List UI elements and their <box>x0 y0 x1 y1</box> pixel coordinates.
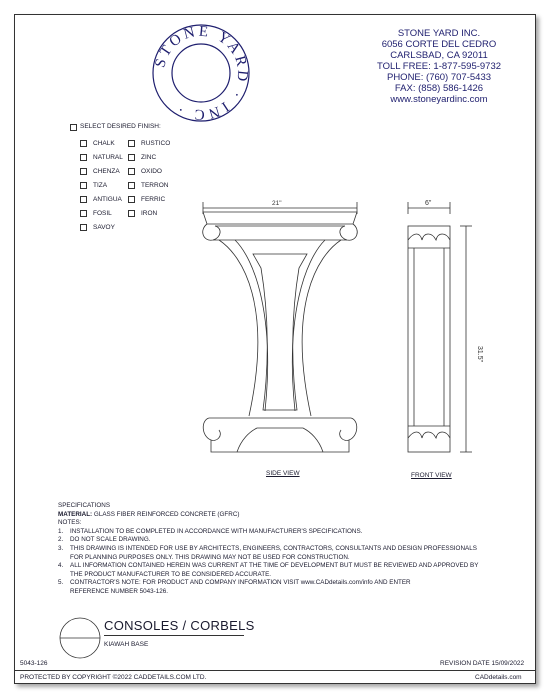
company-address-2: CARLSBAD, CA 92011 <box>390 50 488 61</box>
checkbox[interactable] <box>128 168 135 175</box>
finish-label: ZINC <box>141 154 157 161</box>
drawing-title: CONSOLES / CORBELS <box>104 618 255 633</box>
finish-label: TIZA <box>93 182 108 189</box>
finish-header-checkbox[interactable] <box>70 124 77 131</box>
finish-label: CHENZA <box>93 168 120 175</box>
finish-label: SAVOY <box>93 224 115 231</box>
finish-label: CHALK <box>93 140 115 147</box>
checkbox[interactable] <box>80 196 87 203</box>
finish-option-savoy[interactable] <box>80 224 115 231</box>
checkbox[interactable] <box>128 182 135 189</box>
checkbox[interactable] <box>128 140 135 147</box>
specifications-block <box>58 502 508 597</box>
finish-option-fosil[interactable] <box>80 210 112 217</box>
finish-title: SELECT DESIRED FINISH: <box>80 123 161 130</box>
checkbox[interactable] <box>80 140 87 147</box>
note-text: CONTRACTOR'S NOTE: FOR PRODUCT AND COMPANY INFORMATION VISIT www.CADdetails.com/info AND ENTER <box>70 579 411 587</box>
note-number <box>58 571 70 580</box>
front-view-label: FRONT VIEW <box>411 472 452 479</box>
note-number: 1. <box>58 527 64 535</box>
finish-option-antigua[interactable] <box>80 196 122 203</box>
company-fax: FAX: (858) 586-1426 <box>394 83 484 94</box>
notes-heading: NOTES: <box>58 519 82 527</box>
company-website[interactable]: www.stoneyardinc.com <box>390 94 488 105</box>
finish-option-chalk[interactable] <box>80 140 115 147</box>
note-line <box>58 528 508 537</box>
front-width-dim: 6" <box>425 200 432 207</box>
finish-label: NATURAL <box>93 154 123 161</box>
material-label: MATERIAL: <box>58 510 93 518</box>
note-line <box>58 545 508 554</box>
finish-label: TERRON <box>141 182 169 189</box>
height-dim: 31.5" <box>476 346 483 363</box>
finish-label: FERRIC <box>141 196 166 203</box>
title-underline <box>104 635 244 636</box>
note-number: 5. <box>58 579 64 587</box>
finish-label: RUSTICO <box>141 140 171 147</box>
finish-label: OXIDO <box>141 168 162 175</box>
finish-option-ferric[interactable] <box>128 196 165 203</box>
side-view-label: SIDE VIEW <box>266 470 300 477</box>
caddetails-link[interactable]: CADdetails.com <box>475 674 522 681</box>
side-width-dim: 21" <box>272 200 282 207</box>
company-address-1: 6056 CORTE DEL CEDRO <box>381 39 497 50</box>
specs-heading: SPECIFICATIONS <box>58 502 111 509</box>
material-line <box>58 511 508 520</box>
finish-option-terron[interactable] <box>128 182 168 189</box>
checkbox[interactable] <box>80 168 87 175</box>
checkbox[interactable] <box>128 210 135 217</box>
finish-option-tiza[interactable] <box>80 182 107 189</box>
company-toll-free: TOLL FREE: 1-877-595-9732 <box>376 61 502 72</box>
finish-option-oxido[interactable] <box>128 168 162 175</box>
note-text: THIS DRAWING IS INTENDED FOR USE BY ARCHITECTS, ENGINEERS, CONTRACTORS, CONSULTANTS AND DESIGN PROFESSIONALS <box>70 544 477 552</box>
company-info <box>350 28 528 105</box>
checkbox[interactable] <box>128 196 135 203</box>
note-text: REFERENCE NUMBER 5043-126. <box>70 587 168 595</box>
company-name: STONE YARD INC. <box>397 28 481 39</box>
finish-option-zinc[interactable] <box>128 154 156 161</box>
finish-option-rustico[interactable] <box>128 140 170 147</box>
note-text: ALL INFORMATION CONTAINED HEREIN WAS CURRENT AT THE TIME OF DEVELOPMENT BUT MUST BE REVIEWED AND APPROVED BY <box>70 562 479 570</box>
company-phone: PHONE: (760) 707-5433 <box>386 72 492 83</box>
footer-divider <box>14 670 536 671</box>
revision-date: REVISION DATE 15/09/2022 <box>440 660 525 667</box>
note-number <box>58 588 70 597</box>
note-number <box>58 554 70 563</box>
copyright-text: PROTECTED BY COPYRIGHT ©2022 CADDETAILS.COM LTD. <box>20 674 207 681</box>
finish-option-chenza[interactable] <box>80 168 120 175</box>
side-view-drawing <box>195 196 365 458</box>
note-line <box>58 536 508 545</box>
checkbox[interactable] <box>80 182 87 189</box>
note-text: INSTALLATION TO BE COMPLETED IN ACCORDANCE WITH MANUFACTURER'S SPECIFICATIONS. <box>70 527 363 535</box>
checkbox[interactable] <box>80 210 87 217</box>
finish-label: ANTIGUA <box>93 196 122 203</box>
drawing-subtitle: KIAWAH BASE <box>104 641 149 648</box>
checkbox[interactable] <box>80 224 87 231</box>
checkbox[interactable] <box>80 154 87 161</box>
section-symbol-icon <box>58 616 102 660</box>
note-line <box>58 562 508 571</box>
note-text: FOR PLANNING PURPOSES ONLY. THIS DRAWING MAY NOT BE USED FOR CONSTRUCTION. <box>70 553 350 561</box>
checkbox[interactable] <box>128 154 135 161</box>
note-text: DO NOT SCALE DRAWING. <box>70 536 151 544</box>
material-value: GLASS FIBER REINFORCED CONCRETE (GFRC) <box>92 510 240 518</box>
reference-number: 5043-126 <box>20 660 48 667</box>
note-line <box>58 588 508 597</box>
finish-label: IRON <box>141 210 158 217</box>
finish-option-iron[interactable] <box>128 210 157 217</box>
stone-yard-logo-seal <box>150 22 252 124</box>
note-line <box>58 554 508 563</box>
finish-label: FOSIL <box>93 210 112 217</box>
note-line <box>58 571 508 580</box>
note-number: 4. <box>58 562 64 570</box>
note-number: 2. <box>58 536 64 544</box>
front-view-drawing <box>396 196 496 458</box>
note-number: 3. <box>58 544 64 552</box>
note-line <box>58 579 508 588</box>
finish-option-natural[interactable] <box>80 154 123 161</box>
note-text: THE PRODUCT MANUFACTURER TO BE CONSIDERED ACCURATE. <box>70 570 272 578</box>
svg-text:STONE YARD · INC ·: STONE YARD · INC · <box>152 23 251 123</box>
